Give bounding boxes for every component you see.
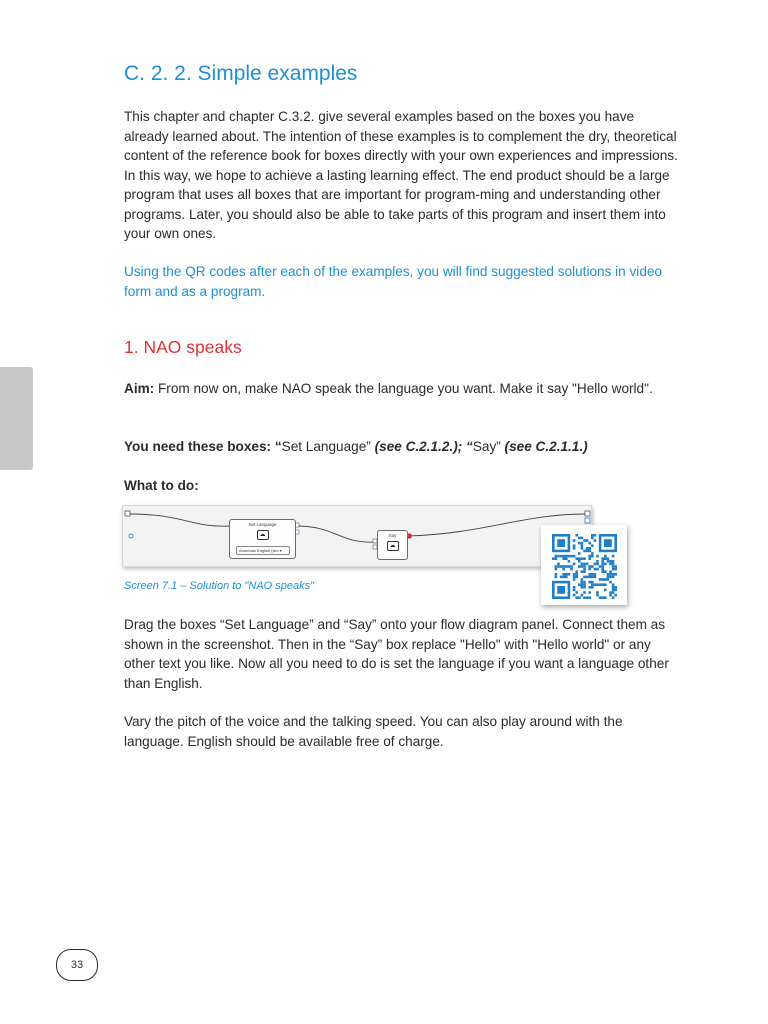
aim-text: From now on, make NAO speak the language you want. Make it say "Hello world". xyxy=(154,381,653,396)
box-say: Say” xyxy=(472,439,501,454)
set-language-box-title: Set Language xyxy=(248,522,277,527)
boxes-paragraph xyxy=(124,437,680,457)
qr-code xyxy=(541,525,627,605)
say-box-title: Say xyxy=(388,533,397,538)
vary-paragraph: Vary the pitch of the voice and the talking speed. You can also play around with the language. English should be available free of charge. xyxy=(124,714,623,749)
chapter-side-tab xyxy=(0,367,33,470)
speech-bubble-icon: ☁ xyxy=(387,541,399,551)
instructions-paragraph: Drag the boxes “Set Language” and “Say” onto your flow diagram panel. Connect them as shown in the screenshot. Then in the “Say” box replace "Hello" with "Hello world" or any other text you like. Now all you need to do is set the language if you want a language other than English. xyxy=(124,617,669,691)
box-set-language: Set Language” xyxy=(281,439,371,454)
ref-set-language: (see C.2.1.2.); “ xyxy=(370,439,473,454)
qr-code-graphic xyxy=(541,525,627,605)
screenshot-caption: Screen 7.1 – Solution to "NAO speaks" xyxy=(124,580,315,592)
flow-diagram-screenshot xyxy=(122,505,592,567)
section-heading: 1. NAO speaks xyxy=(124,337,242,357)
what-to-do-label: What to do: xyxy=(124,478,199,493)
page-number: 33 xyxy=(56,949,98,981)
aim-paragraph xyxy=(124,379,680,399)
flow-connections xyxy=(123,506,591,566)
boxes-label: You need these boxes: “ xyxy=(124,439,282,454)
qr-note-paragraph: Using the QR codes after each of the examples, you will find suggested solutions in video form and as a program. xyxy=(124,264,663,299)
chapter-heading: C. 2. 2. Simple examples xyxy=(124,62,358,85)
ref-say: (see C.2.1.1.) xyxy=(500,439,588,454)
speech-bubble-icon: ☁ xyxy=(257,530,269,540)
say-box xyxy=(377,530,408,560)
intro-paragraph: This chapter and chapter C.3.2. give several examples based on the boxes you have already learned about. The intention of these examples is to complement the dry, theoretical content of the reference book for boxes directly with your own experiences and impressions. In this way, we hope to achieve a lasting learning effect. The end product should be a large program that uses all boxes that are important for program-ming and understanding other programs. Later, you should also be able to take parts of this program and insert them into your own ones. xyxy=(124,109,678,241)
set-language-box xyxy=(229,519,296,559)
aim-label: Aim: xyxy=(124,381,155,396)
language-dropdown: American English (Am ▾ xyxy=(236,546,290,555)
